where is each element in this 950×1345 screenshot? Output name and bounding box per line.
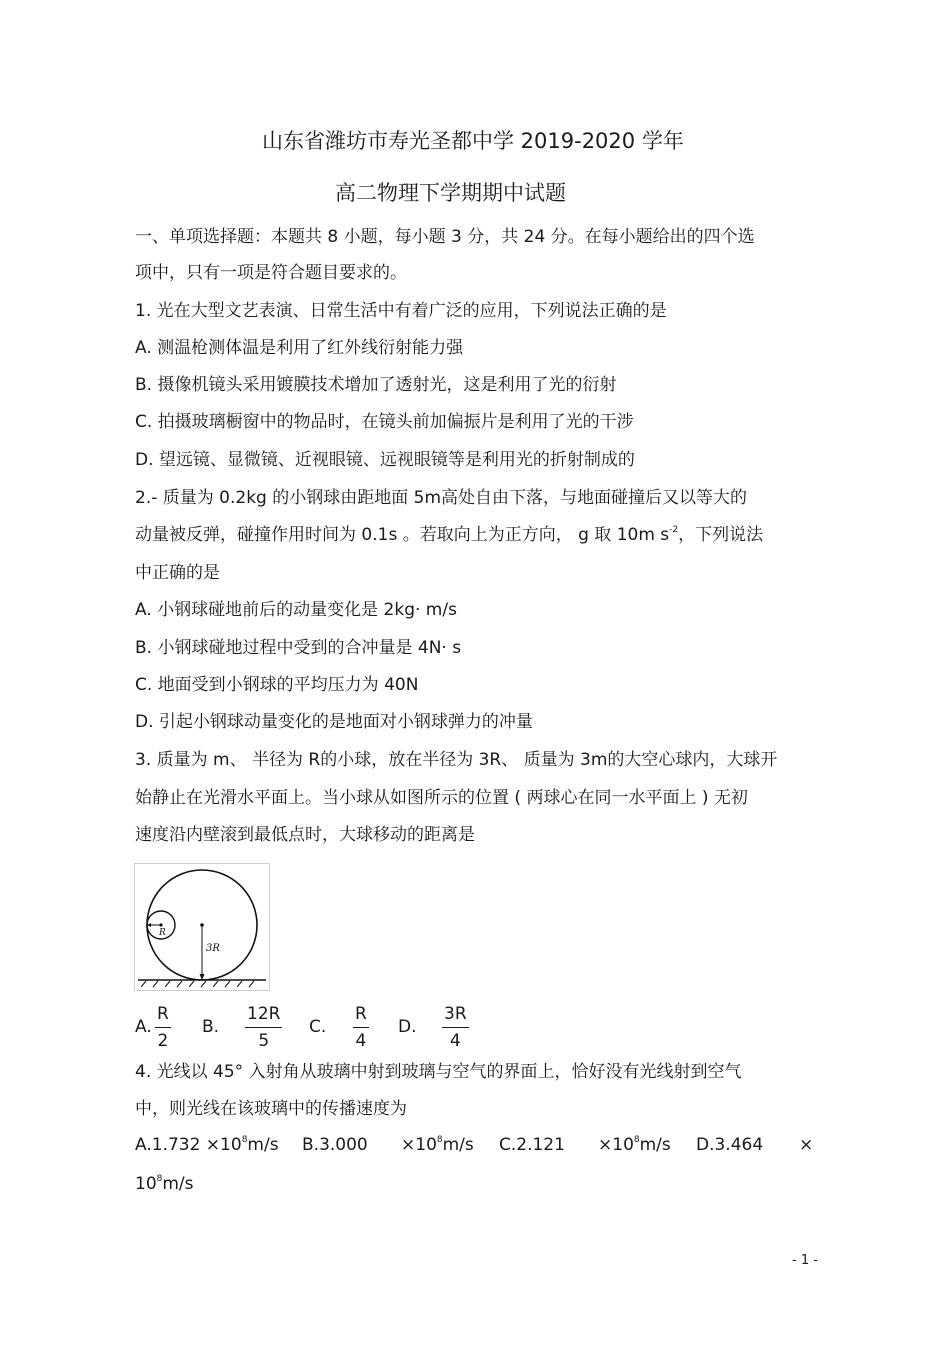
q4-times: × — [401, 1135, 416, 1155]
fraction-denominator: 4 — [449, 1031, 461, 1051]
fraction-denominator: 2 — [157, 1031, 169, 1051]
q4-exponent: 8 — [633, 1135, 640, 1145]
q4-times: × — [598, 1135, 613, 1155]
q2-stem-line2 — [135, 524, 763, 546]
q4-exponent: 8 — [436, 1135, 443, 1145]
fraction-numerator: R — [353, 1004, 369, 1028]
q4-option-d-value — [135, 1173, 194, 1195]
fraction-numerator: 3R — [442, 1004, 469, 1028]
q2-stem-line2-text: 动量被反弹，碰撞作用时间为 0.1s 。若取向上为正方向， g 取 10m s — [135, 525, 670, 545]
q4-option-b: B.3.000 — [302, 1135, 368, 1155]
q2-stem-line1: 2.- 质量为 0.2kg 的小钢球由距地面 5m高处自由下落，与地面碰撞后又以等大的 — [135, 488, 748, 508]
q2-option-c: C. 地面受到小钢球的平均压力为 40N — [135, 675, 419, 695]
q2-option-a: A. 小钢球碰地前后的动量变化是 2kg· m/s — [135, 600, 457, 620]
q2-stem-line3: 中正确的是 — [135, 563, 220, 583]
q2-stem-line2-tail: ，下列说法 — [678, 525, 764, 545]
q3-option-a-label: A. — [135, 1017, 152, 1037]
q3-option-d-label: D. — [398, 1017, 417, 1037]
document-title-line2: 高二物理下学期期中试题 — [335, 181, 566, 205]
q3-sphere-diagram — [134, 863, 270, 991]
section-intro-line1: 一、单项选择题：本题共 8 小题，每小题 3 分，共 24 分。在每小题给出的四个选 — [135, 227, 755, 247]
q2-exponent: -2 — [669, 525, 679, 535]
big-radius-label: 3R — [206, 943, 220, 954]
q4-stem-line1: 4. 光线以 45° 入射角从玻璃中射到玻璃与空气的界面上，恰好没有光线射到空气 — [135, 1062, 742, 1082]
q4-unit: m/s — [162, 1174, 194, 1194]
q4-unit: m/s — [639, 1135, 671, 1155]
q4-unit: m/s — [247, 1135, 279, 1155]
q1-option-d: D. 望远镜、显微镜、近视眼镜、远视眼镜等是利用光的折射制成的 — [135, 450, 635, 470]
q4-option-a — [135, 1134, 279, 1156]
fraction-numerator: 12R — [245, 1004, 282, 1028]
page-number: - 1 - — [792, 1253, 818, 1268]
q3-option-a-fraction — [155, 1004, 171, 1051]
fraction-denominator: 4 — [355, 1031, 367, 1051]
q4-option-b-value — [401, 1134, 474, 1156]
q4-exponent: 8 — [156, 1174, 163, 1184]
q3-option-d-fraction — [442, 1004, 469, 1051]
document-title-line1: 山东省潍坊市寿光圣都中学 2019-2020 学年 — [262, 129, 684, 153]
q3-option-b-fraction — [245, 1004, 282, 1051]
small-radius-label: R — [159, 928, 166, 938]
q4-exponent: 8 — [241, 1135, 248, 1145]
q4-unit: m/s — [442, 1135, 474, 1155]
q1-option-a: A. 测温枪测体温是利用了红外线衍射能力强 — [135, 338, 464, 358]
q4-option-d: D.3.464 — [696, 1135, 764, 1155]
q4-option-c-value — [598, 1134, 671, 1156]
q4-ten: 10 — [135, 1174, 157, 1194]
q3-stem-line3: 速度沿内壁滚到最低点时，大球移动的距离是 — [135, 825, 475, 845]
q4-option-a-text: A.1.732 ×10 — [135, 1135, 242, 1155]
ground-hatch — [141, 981, 254, 987]
section-intro-line2: 项中，只有一项是符合题目要求的。 — [135, 263, 407, 283]
q4-stem-line2: 中，则光线在该玻璃中的传播速度为 — [135, 1099, 407, 1119]
q3-stem-line2: 始静止在光滑水平面上。当小球从如图所示的位置 ( 两球心在同一水平面上 ) 无初 — [135, 788, 748, 808]
q4-options — [135, 1134, 815, 1156]
q2-option-d: D. 引起小钢球动量变化的是地面对小钢球弹力的冲量 — [135, 712, 533, 732]
q1-stem: 1. 光在大型文艺表演、日常生活中有着广泛的应用，下列说法正确的是 — [135, 301, 667, 321]
q3-option-c-fraction — [353, 1004, 369, 1051]
q3-stem-line1: 3. 质量为 m、 半径为 R的小球，放在半径为 3R、 质量为 3m的大空心球内，大球开 — [135, 750, 778, 770]
fraction-denominator: 5 — [258, 1031, 270, 1051]
q4-option-d-times: × — [799, 1135, 814, 1155]
q3-option-b-label: B. — [202, 1017, 220, 1037]
q1-option-b: B. 摄像机镜头采用镀膜技术增加了透射光，这是利用了光的衍射 — [135, 375, 617, 395]
q3-option-c-label: C. — [309, 1017, 327, 1037]
q4-option-c: C.2.121 — [499, 1135, 565, 1155]
q4-ten: 10 — [415, 1135, 437, 1155]
q2-option-b: B. 小钢球碰地过程中受到的合冲量是 4N· s — [135, 638, 462, 658]
q4-ten: 10 — [612, 1135, 634, 1155]
fraction-numerator: R — [155, 1004, 171, 1028]
q1-option-c: C. 拍摄玻璃橱窗中的物品时，在镜头前加偏振片是利用了光的干涉 — [135, 412, 634, 432]
